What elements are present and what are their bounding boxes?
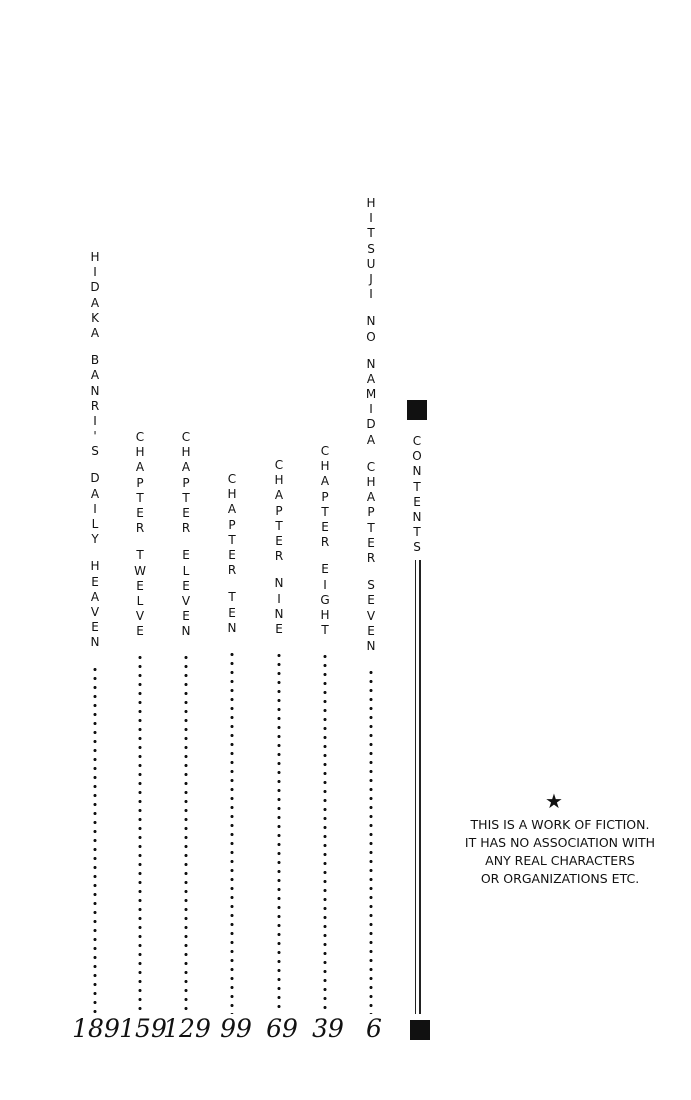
contents-top-square [407, 400, 427, 420]
page-number: 6 [366, 1014, 382, 1043]
toc-entry[interactable] [271, 458, 287, 637]
disclaimer-line: IT HAS NO ASSOCIATION WITH [464, 835, 656, 850]
page-number: 69 [266, 1014, 298, 1043]
leader-dots [138, 653, 142, 1014]
leader-dots [369, 668, 373, 1014]
page-number: 39 [312, 1014, 344, 1043]
toc-entry[interactable] [132, 430, 148, 639]
page-number: 99 [220, 1014, 252, 1043]
entry-title: C H A P T E R T E N [227, 472, 237, 635]
fiction-disclaimer [440, 816, 680, 888]
star-icon: ★ [545, 789, 563, 813]
toc-entry[interactable] [178, 430, 194, 639]
contents-label: C O N T E N T S [412, 434, 422, 555]
entry-title: C H A P T E R E L E V E N [181, 430, 191, 639]
page-number: 129 [163, 1014, 211, 1043]
entry-title: C H A P T E R N I N E [274, 458, 284, 636]
toc-entry[interactable] [87, 250, 103, 651]
leader-dots [323, 652, 327, 1014]
entry-title: H I T S U J I N O N A M I D A C H A P T E R S E V E N [365, 196, 377, 653]
disclaimer-line: OR ORGANIZATIONS ETC. [480, 871, 640, 886]
contents-rule-left [415, 560, 417, 1014]
disclaimer-line: THIS IS A WORK OF FICTION. [470, 817, 650, 832]
page-number: 159 [119, 1014, 167, 1043]
contents-rule-right [419, 560, 421, 1014]
disclaimer-line: ANY REAL CHARACTERS [485, 853, 635, 868]
contents-bottom-square [410, 1020, 430, 1040]
leader-dots [184, 653, 188, 1014]
contents-heading [409, 434, 425, 556]
leader-dots [93, 665, 97, 1015]
entry-title: H I D A K A B A N R I ' S D A I L Y H E A V E N [90, 250, 100, 650]
toc-entry[interactable] [317, 444, 333, 638]
toc-entry[interactable] [363, 196, 379, 654]
page-number: 189 [72, 1014, 120, 1043]
toc-entry[interactable] [224, 472, 240, 636]
leader-dots [277, 651, 281, 1014]
entry-title: C H A P T E R E I G H T [320, 444, 330, 638]
entry-title: C H A P T E R T W E L V E [134, 430, 146, 639]
leader-dots [230, 650, 234, 1014]
